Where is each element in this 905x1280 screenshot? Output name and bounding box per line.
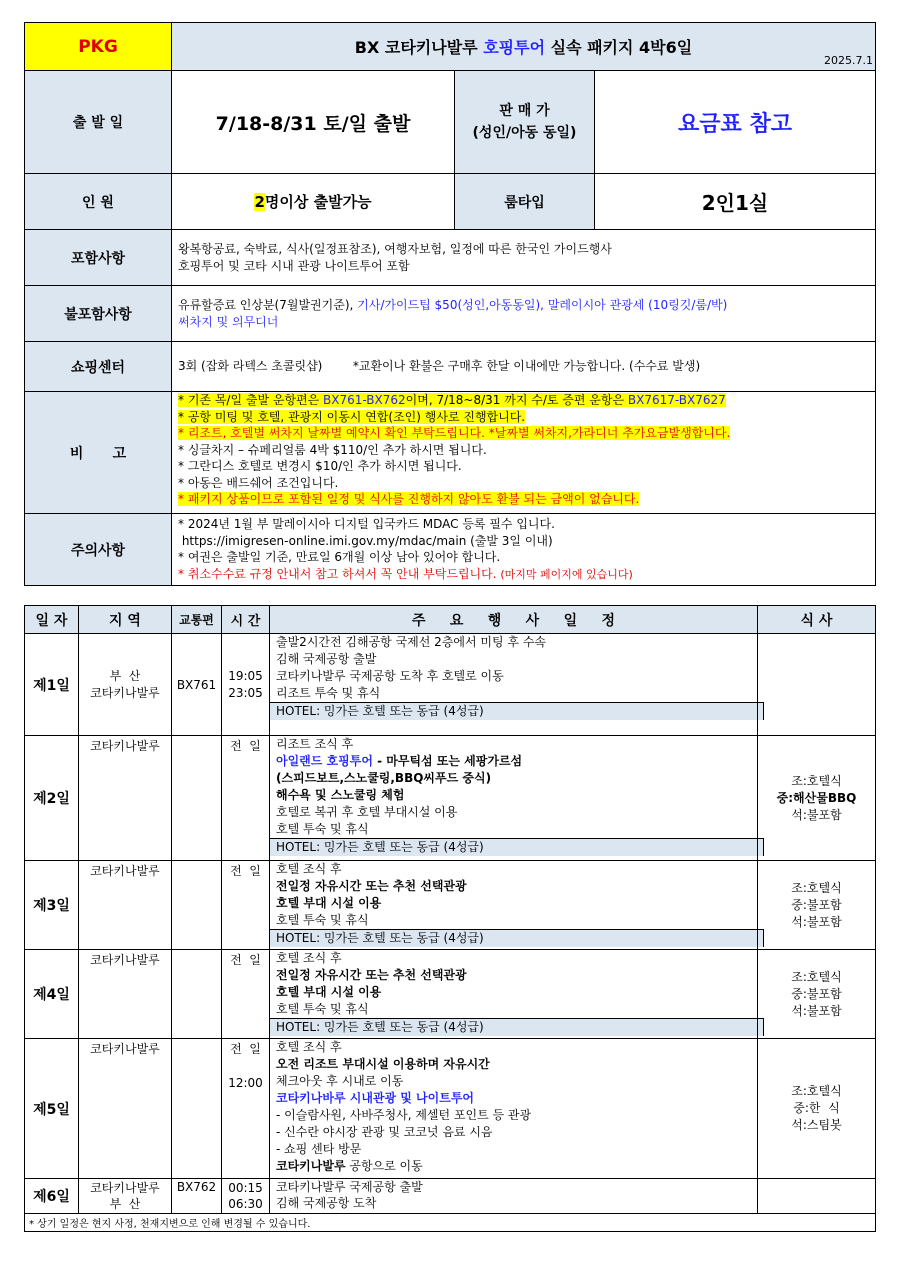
meal: 조:호텔식 중:불포함 석:불포함 xyxy=(758,861,876,950)
time: 전 일 xyxy=(222,861,270,950)
meal: 조:호텔식 중:불포함 석:불포함 xyxy=(758,950,876,1039)
itinerary-row-day3 xyxy=(25,861,876,950)
transport: BX761 xyxy=(172,634,222,736)
meal xyxy=(758,634,876,736)
hotel-info: HOTEL: 밍가든 호텔 또는 동급 (4성급) xyxy=(270,702,764,720)
caution-value: * 2024년 1월 부 말레이시아 디지털 입국카드 MDAC 등록 필수 입니다. https://imigresen-online.imi.gov.my/mdac/main (출발 3일 이내) * 여권은 출발일 기준, 만료일 6개월 이상 남아 있어야 합니다. * 취소수수료 규정 안내서 참고 하셔서 꼭 안내 부탁드립니다. (마지막 페이지에 있습니다) xyxy=(172,514,876,586)
room-value: 2인1실 xyxy=(595,174,876,230)
meal xyxy=(758,1179,876,1214)
departure-label: 출 발 일 xyxy=(25,71,172,174)
price-label: 판 매 가 (성인/아동 동일) xyxy=(455,71,595,174)
document-date: 2025.7.1 xyxy=(824,54,874,67)
itinerary-table xyxy=(24,605,876,1232)
transport xyxy=(172,861,222,950)
shopping-value: 3회 (잡화 라텍스 초콜릿샵) *교환이나 환불은 구매후 한달 이내에만 가능합니다. (수수료 발생) xyxy=(172,342,876,392)
time: 00:15 06:30 xyxy=(222,1179,270,1214)
itinerary-row-day4 xyxy=(25,950,876,1039)
meal: 조:호텔식 중:한 식 석:스팀봇 xyxy=(758,1039,876,1179)
day-label: 제2일 xyxy=(25,736,79,861)
remarks-label: 비 고 xyxy=(25,392,172,514)
people-label: 인 원 xyxy=(25,174,172,230)
hotel-info: HOTEL: 밍가든 호텔 또는 동급 (4성급) xyxy=(270,929,764,947)
itinerary-row-day2 xyxy=(25,736,876,861)
schedule: 코타키나발루 국제공항 출발 김해 국제공항 도착 xyxy=(270,1179,758,1214)
header-meal: 식 사 xyxy=(758,606,876,634)
package-info-table xyxy=(24,22,876,586)
header-day: 일 자 xyxy=(25,606,79,634)
time: 전 일 12:00 xyxy=(222,1039,270,1179)
schedule: 호텔 조식 후 전일정 자유시간 또는 추천 선택관광 호텔 부대 시설 이용 호텔 투숙 및 휴식 HOTEL: 밍가든 호텔 또는 동급 (4성급) xyxy=(270,861,758,950)
transport xyxy=(172,1039,222,1179)
package-title: BX 코타키나발루 호핑투어 실속 패키지 4박6일 2025.7.1 xyxy=(172,23,876,71)
region: 코타키나발루 xyxy=(79,736,172,861)
caution-label: 주의사항 xyxy=(25,514,172,586)
time: 전 일 xyxy=(222,736,270,861)
price-value: 요금표 참고 xyxy=(595,71,876,174)
transport xyxy=(172,950,222,1039)
pkg-badge: PKG xyxy=(25,23,172,71)
day-label: 제3일 xyxy=(25,861,79,950)
time: 19:05 23:05 xyxy=(222,634,270,736)
hotel-info: HOTEL: 밍가든 호텔 또는 동급 (4성급) xyxy=(270,838,764,856)
day-label: 제6일 xyxy=(25,1179,79,1214)
header-time: 시 간 xyxy=(222,606,270,634)
region: 코타키나발루 xyxy=(79,950,172,1039)
included-value: 왕복항공료, 숙박료, 식사(일정표참조), 여행자보험, 일정에 따른 한국인 가이드행사 호핑투어 및 코타 시내 관광 나이트투어 포함 xyxy=(172,230,876,286)
region: 코타키나발루 부 산 xyxy=(79,1179,172,1214)
hotel-info: HOTEL: 밍가든 호텔 또는 동급 (4성급) xyxy=(270,1018,764,1036)
itinerary-header-row xyxy=(25,606,876,634)
day-label: 제5일 xyxy=(25,1039,79,1179)
departure-value: 7/18-8/31 토/일 출발 xyxy=(172,71,455,174)
transport xyxy=(172,736,222,861)
transport: BX762 xyxy=(172,1179,222,1214)
region: 부 산 코타키나발루 xyxy=(79,634,172,736)
schedule: 리조트 조식 후 아일랜드 호핑투어 - 마무틱섬 또는 세팡가르섬 (스피드보트,스노쿨링,BBQ씨푸드 중식) 해수욕 및 스노쿨링 체험 호텔로 복귀 후 호텔 부대시설 이용 호텔 투숙 및 휴식 HOTEL: 밍가든 호텔 또는 동급 (4성급) xyxy=(270,736,758,861)
people-value: 2명이상 출발가능 xyxy=(172,174,455,230)
itinerary-row-day6 xyxy=(25,1179,876,1214)
schedule: 출발2시간전 김해공항 국제선 2층에서 미팅 후 수속 김해 국제공항 출발 코타키나발루 국제공항 도착 후 호텔로 이동 리조트 투숙 및 휴식 HOTEL: 밍가든 호텔 또는 동급 (4성급) xyxy=(270,634,758,736)
schedule: 호텔 조식 후 전일정 자유시간 또는 추천 선택관광 호텔 부대 시설 이용 호텔 투숙 및 휴식 HOTEL: 밍가든 호텔 또는 동급 (4성급) xyxy=(270,950,758,1039)
itinerary-row-day5 xyxy=(25,1039,876,1179)
included-label: 포함사항 xyxy=(25,230,172,286)
time: 전 일 xyxy=(222,950,270,1039)
region: 코타키나발루 xyxy=(79,1039,172,1179)
remarks-value: * 기존 목/일 출발 운항편은 BX761-BX762이며, 7/18~8/31 까지 수/토 증편 운항은 BX7617-BX7627 * 공항 미팅 및 호텔, 관광지 이동시 연합(조인) 행사로 진행합니다. * 리조트, 호텔별 써차지 날짜별 예약시 확인 부탁드립니다. *날짜별 써차지,가라디너 추가요금발생합니다. * 싱글차지 – 슈페리얼룸 4박 $110/인 추가 하시면 됩니다. * 그란디스 호텔로 변경시 $10/인 추가 하시면 됩니다. * 아동은 배드쉐어 조건입니다. * 패키지 상품이므로 포함된 일정 및 식사를 진행하지 않아도 환불 되는 금액이 없습니다. xyxy=(172,392,876,514)
header-schedule: 주 요 행 사 일 정 xyxy=(270,606,758,634)
itinerary-footnote: * 상기 일정은 현지 사정, 천재지변으로 인해 변경될 수 있습니다. xyxy=(25,1214,876,1232)
excluded-label: 불포함사항 xyxy=(25,286,172,342)
schedule: 호텔 조식 후 오전 리조트 부대시설 이용하며 자유시간 체크아웃 후 시내로 이동 코타키나바루 시내관광 및 나이트투어 - 이슬람사원, 사바주청사, 제셀턴 포인트 등 관광 - 신수란 야시장 관광 및 코코넛 음료 시음 - 쇼핑 센타 방문 코타키나발루 공항으로 이동 xyxy=(270,1039,758,1179)
region: 코타키나발루 xyxy=(79,861,172,950)
itinerary-row-day1 xyxy=(25,634,876,736)
header-region: 지 역 xyxy=(79,606,172,634)
excluded-value: 유류할증료 인상분(7월발권기준), 기사/가이드팁 $50(성인,아동동일), 말레이시아 관광세 (10링깃/룸/박) 써차지 및 의무디너 xyxy=(172,286,876,342)
shopping-label: 쇼핑센터 xyxy=(25,342,172,392)
day-label: 제4일 xyxy=(25,950,79,1039)
title-highlight: 호핑투어 xyxy=(483,38,546,57)
header-transport: 교통편 xyxy=(172,606,222,634)
room-label: 룸타입 xyxy=(455,174,595,230)
day-label: 제1일 xyxy=(25,634,79,736)
meal: 조:호텔식 중:해산물BBQ 석:불포함 xyxy=(758,736,876,861)
